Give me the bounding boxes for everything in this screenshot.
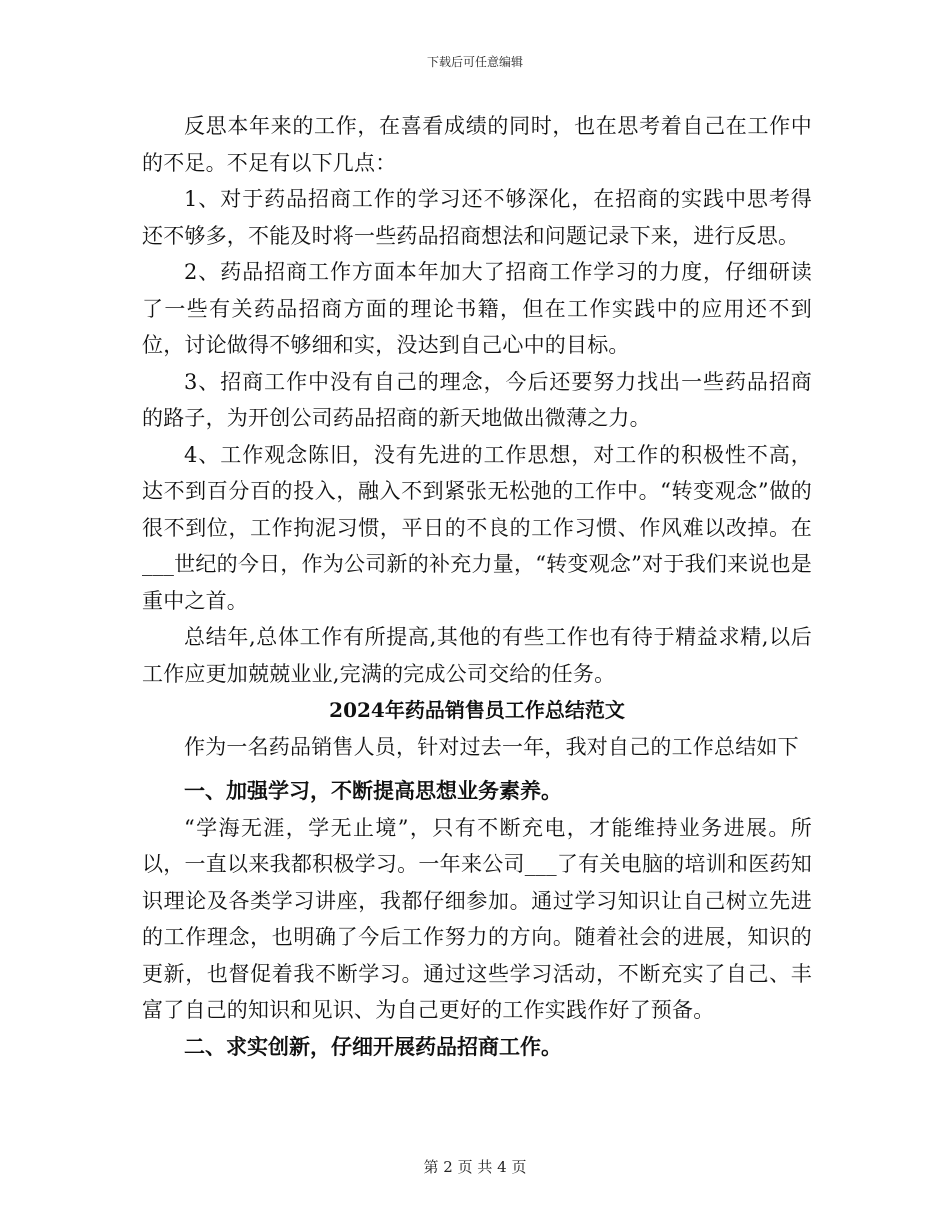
section-heading-1: 一、加强学习，不断提高思想业务素养。 xyxy=(184,778,562,803)
paragraph-point-4: 4、工作观念陈旧，没有先进的工作思想，对工作的积极性不高，达不到百分百的投入，融入不到紧张无松弛的工作中。“转变观念”做的很不到位，工作拘泥习惯，平日的不良的工作习惯、作风难以改掉。在___世纪的今日，作为公司新的补充力量，“转变观念”对于我们来说也是重中之首。 xyxy=(142,442,812,613)
paragraph-summary: 总结年,总体工作有所提高,其他的有些工作也有待于精益求精,以后工作应更加兢兢业业,完满的完成公司交给的任务。 xyxy=(142,625,812,686)
document-body xyxy=(142,108,812,1065)
paragraph-point-1: 1、对于药品招商工作的学习还不够深化，在招商的实践中思考得还不够多，不能及时将一些药品招商想法和问题记录下来，进行反思。 xyxy=(142,187,812,248)
paragraph-opening: 作为一名药品销售人员，针对过去一年，我对自己的工作总结如下 xyxy=(184,734,799,759)
paragraph-reflection-intro: 反思本年来的工作，在喜看成绩的同时，也在思考着自己在工作中的不足。不足有以下几点： xyxy=(142,114,812,175)
paragraph-point-2: 2、药品招商工作方面本年加大了招商工作学习的力度，仔细研读了一些有关药品招商方面的理论书籍，但在工作实践中的应用还不到位，讨论做得不够细和实，没达到自己心中的目标。 xyxy=(142,260,812,357)
page-header-note: 下载后可任意编辑 xyxy=(426,55,523,69)
section-heading-2: 二、求实创新，仔细开展药品招商工作。 xyxy=(184,1033,562,1059)
page-number: 第 2 页 共 4 页 xyxy=(423,1158,527,1176)
spacer xyxy=(142,765,812,773)
paragraph-study: “学海无涯，学无止境”，只有不断充电，才能维持业务进展。所以，一直以来我都积极学习。一年来公司___了有关电脑的培训和医药知识理论及各类学习讲座，我都仔细参加。通过学习知识让自己树立先进的工作理念，也明确了今后工作努力的方向。随着社会的进展，知识的更新，也督促着我不断学习。通过这些学习活动，不断充实了自己、丰富了自己的知识和见识、为自己更好的工作实践作好了预备。 xyxy=(142,815,812,1022)
paragraph-point-3: 3、招商工作中没有自己的理念，今后还要努力找出一些药品招商的路子，为开创公司药品招商的新天地做出微薄之力。 xyxy=(142,369,812,430)
document-title: 2024年药品销售员工作总结范文 xyxy=(329,698,625,722)
